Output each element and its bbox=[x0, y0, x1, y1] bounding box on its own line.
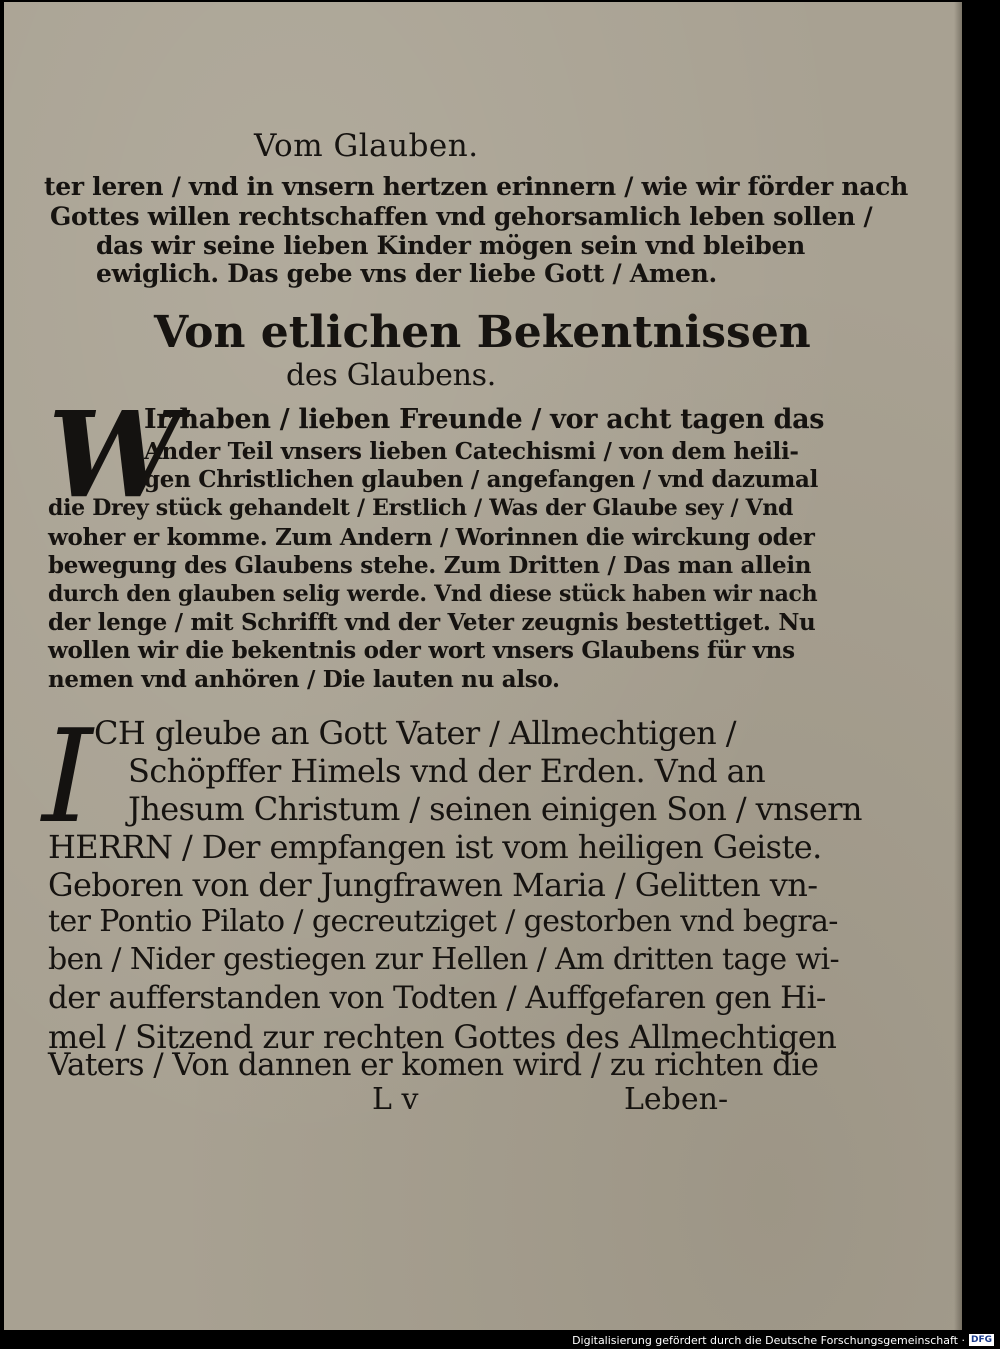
creed-line: CH gleube an Gott Vater / Allmechtigen / bbox=[94, 714, 736, 752]
book-page bbox=[4, 2, 962, 1330]
paragraph2-line: der lenge / mit Schrifft vnd der Veter zeugnis bestettiget. Nu bbox=[48, 609, 816, 636]
running-head: Vom Glauben. bbox=[254, 128, 479, 164]
creed-line: Vaters / Von dannen er komen wird / zu richten die bbox=[48, 1047, 819, 1083]
paragraph2-line: woher er komme. Zum Andern / Worinnen die wirckung oder bbox=[48, 524, 815, 551]
paragraph1-line: Gottes willen rechtschaffen vnd gehorsamlich leben sollen / bbox=[50, 202, 873, 231]
creed-line: ter Pontio Pilato / gecreutziget / gestorben vnd begra- bbox=[48, 904, 838, 939]
creed-line: der aufferstanden von Todten / Auffgefaren gen Hi- bbox=[48, 980, 826, 1016]
paragraph2-line: nemen vnd anhören / Die lauten nu also. bbox=[48, 666, 560, 693]
paragraph2-line: die Drey stück gehandelt / Erstlich / Was der Glaube sey / Vnd bbox=[48, 495, 794, 521]
paragraph2-line: Ander Teil vnsers lieben Catechismi / von dem heili- bbox=[144, 438, 799, 465]
digitization-credit bbox=[572, 1332, 994, 1348]
dropcap-initial: I bbox=[42, 703, 93, 852]
page-edge-shadow bbox=[954, 2, 962, 1330]
paragraph1-line: das wir seine lieben Kinder mögen sein vnd bleiben bbox=[96, 231, 806, 260]
section-heading-line1: Von etlichen Bekentnissen bbox=[154, 307, 811, 358]
creed-line: Geboren von der Jungfrawen Maria / Gelitten vn- bbox=[48, 866, 818, 904]
creed-line: ben / Nider gestiegen zur Hellen / Am dritten tage wi- bbox=[48, 942, 840, 977]
creed-line: Schöpffer Himels vnd der Erden. Vnd an bbox=[128, 752, 766, 790]
paragraph2-line: durch den glauben selig werde. Vnd diese stück haben wir nach bbox=[48, 581, 818, 607]
section-heading-line2: des Glaubens. bbox=[286, 358, 496, 393]
paragraph2-line: Ir haben / lieben Freunde / vor acht tagen das bbox=[144, 404, 825, 435]
dfg-logo: DFG bbox=[970, 1335, 992, 1345]
creed-line: mel / Sitzend zur rechten Gottes des Allmechtigen bbox=[48, 1018, 837, 1056]
catchword: Leben- bbox=[624, 1082, 729, 1117]
paragraph1-line: ewiglich. Das gebe vns der liebe Gott / Amen. bbox=[96, 259, 717, 288]
paragraph1-line: ter leren / vnd in vnsern hertzen erinnern / wie wir förder nach bbox=[44, 172, 908, 201]
creed-line: HERRN / Der empfangen ist vom heiligen Geiste. bbox=[48, 828, 822, 866]
paragraph2-line: wollen wir die bekentnis oder wort vnsers Glaubens für vns bbox=[48, 637, 795, 664]
paragraph2-line: bewegung des Glaubens stehe. Zum Dritten / Das man allein bbox=[48, 552, 812, 579]
dropcap-initial: W bbox=[48, 385, 181, 524]
digitization-note: Digitalisierung gefördert durch die Deutsche Forschungsgemeinschaft · bbox=[572, 1333, 965, 1347]
paragraph2-line: gen Christlichen glauben / angefangen / vnd dazumal bbox=[144, 466, 819, 493]
creed-line: Jhesum Christum / seinen einigen Son / vnsern bbox=[128, 790, 862, 828]
signature-mark: L v bbox=[372, 1082, 419, 1117]
